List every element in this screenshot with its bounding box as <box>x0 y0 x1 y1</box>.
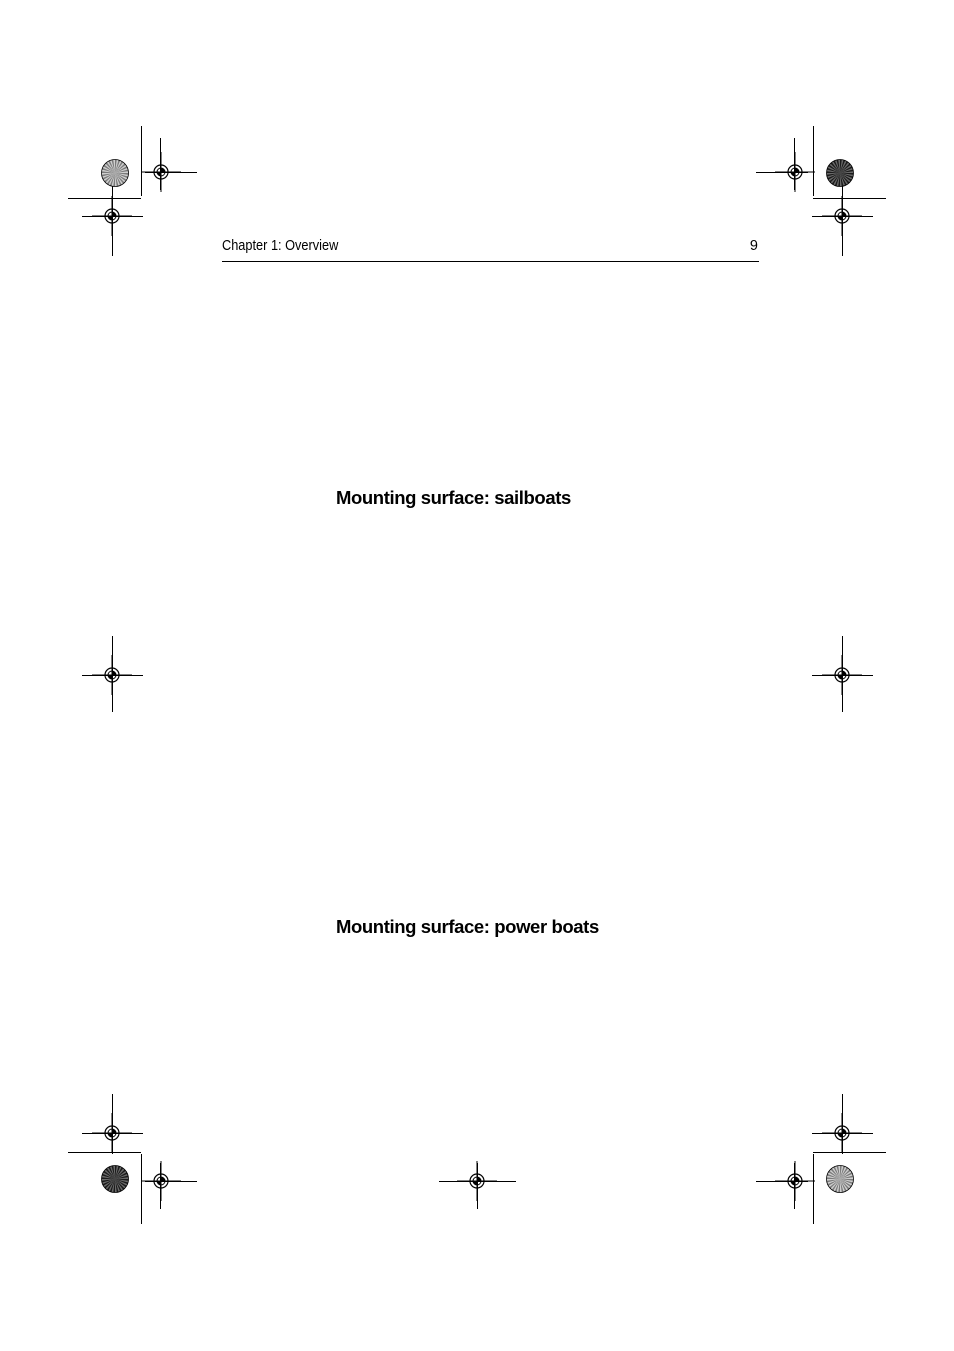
header-rule <box>222 261 759 262</box>
reg-axis <box>160 138 161 190</box>
starburst-wheel-icon <box>100 158 130 188</box>
reg-axis <box>794 138 795 190</box>
reg-axis <box>145 172 197 173</box>
reg-axis <box>842 636 843 712</box>
reg-axis <box>756 1181 808 1182</box>
reg-axis <box>477 1163 478 1209</box>
reg-axis <box>112 636 113 712</box>
reg-axis <box>794 1163 795 1209</box>
reg-axis <box>145 1181 197 1182</box>
running-header-title: Chapter 1: Overview <box>222 238 339 254</box>
reg-axis <box>82 675 143 676</box>
reg-axis <box>82 216 143 217</box>
reg-axis <box>82 1133 143 1134</box>
reg-axis <box>842 1094 843 1154</box>
reg-axis <box>842 180 843 256</box>
reg-axis <box>812 216 873 217</box>
reg-axis <box>756 172 808 173</box>
reg-axis <box>812 675 873 676</box>
reg-axis <box>160 1163 161 1209</box>
reg-axis <box>812 1133 873 1134</box>
section-heading-sailboats: Mounting surface: sailboats <box>336 487 571 508</box>
starburst-wheel-icon <box>825 1164 855 1194</box>
starburst-wheel-icon <box>825 158 855 188</box>
reg-axis <box>112 1094 113 1154</box>
starburst-wheel-icon <box>100 1164 130 1194</box>
section-heading-power-boats: Mounting surface: power boats <box>336 916 599 937</box>
reg-axis <box>112 180 113 256</box>
page-number: 9 <box>749 238 758 254</box>
